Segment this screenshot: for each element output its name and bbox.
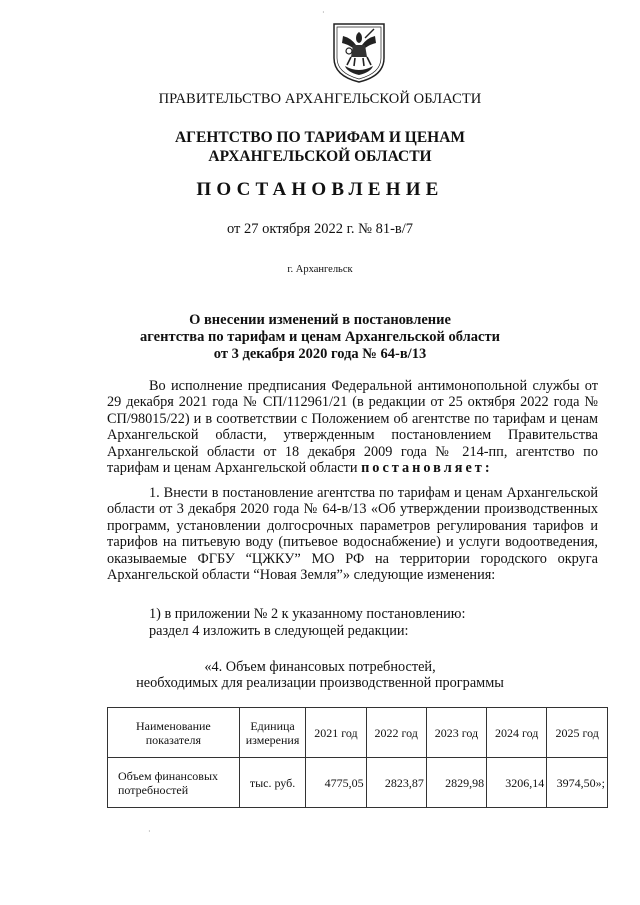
header-2022: 2022 год — [366, 708, 426, 758]
cell-2024: 3206,14 — [487, 758, 547, 808]
preamble-text: Во исполнение предписания Федеральной антимонопольной службы от 29 декабря 2021 года № СП/112961/21 (в редакции от 25 октября 2022 года № СП/98015/22) и в соответствии с Положением об агентстве по тарифам и ценам Архангельской области, утвержденным постановлением Правительства Архангельской области от 18 декабря 2009 года № 214-пп, агентство по тарифам и ценам Архангельской области — [107, 378, 598, 477]
agency-name — [0, 128, 640, 166]
header-2025: 2025 год — [547, 708, 608, 758]
subject-line1: О внесении изменений в постановление — [189, 312, 451, 328]
header-2024: 2024 год — [487, 708, 547, 758]
table-header-row — [108, 708, 608, 758]
document-subject — [0, 312, 640, 363]
subject-line3: от 3 декабря 2020 года № 64-в/13 — [213, 346, 427, 362]
agency-name-line1: АГЕНТСТВО ПО ТАРИФАМ И ЦЕНАМ — [174, 129, 466, 146]
header-2021: 2021 год — [306, 708, 366, 758]
table-title-line2: необходимых для реализации производственной программы — [136, 675, 504, 692]
resolves-word: постановляет: — [361, 460, 493, 477]
header-unit: Единица измерения — [239, 708, 306, 758]
government-name: ПРАВИТЕЛЬСТВО АРХАНГЕЛЬСКОЙ ОБЛАСТИ — [158, 91, 482, 107]
city: г. Архангельск — [287, 264, 353, 275]
cell-unit: тыс. руб. — [239, 758, 306, 808]
scan-speck: · — [322, 8, 325, 17]
agency-name-line2: АРХАНГЕЛЬСКОЙ ОБЛАСТИ — [208, 148, 432, 165]
arkhangelsk-coat-of-arms-icon — [329, 18, 389, 84]
document-type: ПОСТАНОВЛЕНИЕ — [196, 179, 444, 200]
sub-item-section-4: раздел 4 изложить в следующей редакции: — [149, 623, 409, 639]
table-row — [108, 758, 608, 808]
preamble-paragraph — [107, 378, 598, 476]
cell-2025: 3974,50»; — [547, 758, 608, 808]
header-indicator: Наименование показателя — [108, 708, 240, 758]
cell-indicator: Объем финансовых потребностей — [108, 758, 240, 808]
subject-line2: агентства по тарифам и ценам Архангельской области — [140, 329, 500, 345]
document-date-number: от 27 октября 2022 г. № 81-в/7 — [226, 221, 414, 237]
financial-needs-table — [107, 707, 608, 808]
cell-2022: 2823,87 — [366, 758, 426, 808]
scan-speck: · — [148, 827, 151, 836]
table-title-line1: «4. Объем финансовых потребностей, — [204, 659, 436, 675]
clause-1-paragraph: 1. Внести в постановление агентства по тарифам и ценам Архангельской области от 3 декабря 2020 года № 64-в/13 «Об утверждении производственных программ, установлении долгосрочных параметров регулирования тарифов и тарифов на питьевую воду (питьевое водоснабжение) и услуги водоотведения, оказываемые ФГБУ “ЦЖКУ” МО РФ на территории городского округа Архангельской области “Новая Земля”» следующие изменения: — [107, 485, 598, 584]
cell-2021: 4775,05 — [306, 758, 366, 808]
cell-2023: 2829,98 — [426, 758, 486, 808]
table-title — [0, 659, 640, 692]
header-2023: 2023 год — [426, 708, 486, 758]
sub-item-1: 1) в приложении № 2 к указанному постановлению: — [149, 606, 466, 622]
